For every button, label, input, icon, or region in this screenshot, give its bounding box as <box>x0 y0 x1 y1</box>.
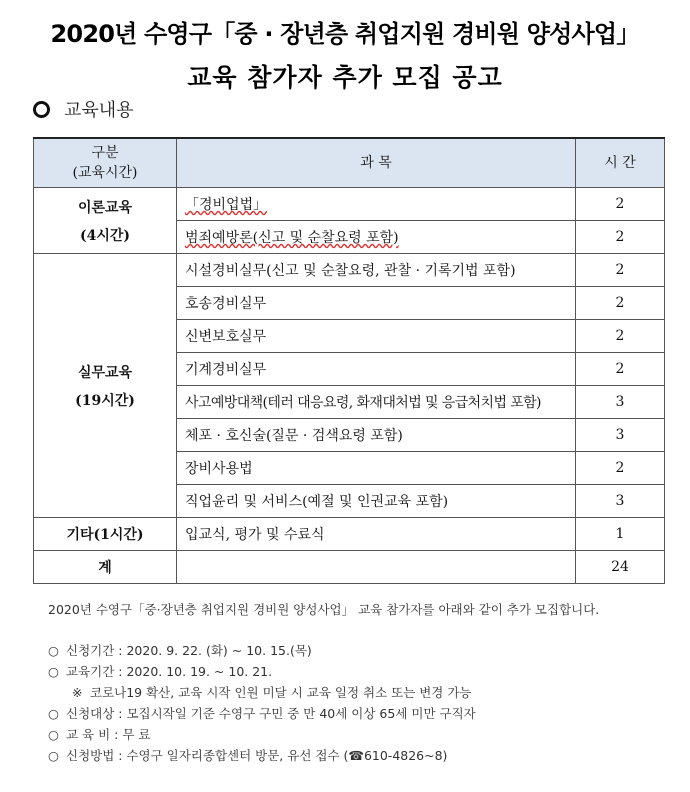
table-row <box>34 518 665 551</box>
list-item <box>48 724 599 745</box>
group-practical <box>34 254 177 518</box>
reference-mark-icon: ※ <box>72 685 83 700</box>
subject-cell: 직업윤리 및 서비스(예절 및 인권교육 포함) <box>177 485 576 518</box>
subject-cell <box>177 386 576 419</box>
subject-cell: 체포 · 호신술(질문 · 검색요령 포함) <box>177 419 576 452</box>
group-theory <box>34 188 177 254</box>
circle-bullet-icon: ○ <box>48 643 59 658</box>
group-etc: 기타(1시간) <box>34 518 177 551</box>
item-text: 신청대상 : 모집시작일 기준 수영구 구민 중 만 40세 이상 65세 미만 구직자 <box>66 706 476 721</box>
item-text: 신청기간 : 2020. 9. 22. (화) ~ 10. 15.(목) <box>66 643 312 658</box>
hours-cell: 2 <box>576 221 665 254</box>
list-item-note <box>48 682 599 703</box>
total-label: 계 <box>34 551 177 584</box>
subject-cell: 시설경비실무(신고 및 순찰요령, 관찰 · 기록기법 포함) <box>177 254 576 287</box>
hours-cell: 2 <box>576 452 665 485</box>
group-time: (4시간) <box>79 227 131 244</box>
circle-bullet-icon <box>33 101 50 118</box>
subject-cell: 장비사용법 <box>177 452 576 485</box>
circle-bullet-icon: ○ <box>48 664 59 679</box>
item-text: 신청방법 : 수영구 일자리종합센터 방문, 유선 접수 (☎610-4826~8) <box>66 748 448 763</box>
table-row <box>34 188 665 221</box>
subject-cell: 기계경비실무 <box>177 353 576 386</box>
subject-text: 범죄예방론(신고 및 순찰요령 포함) <box>185 230 399 246</box>
table-row <box>34 254 665 287</box>
item-text: 교육기간 : 2020. 10. 19. ~ 10. 21. <box>66 664 273 679</box>
group-time: (19시간) <box>75 392 135 409</box>
subject-cell <box>177 221 576 254</box>
circle-bullet-icon: ○ <box>48 706 59 721</box>
subject-cell: 신변보호실무 <box>177 320 576 353</box>
total-empty-cell <box>177 551 576 584</box>
total-hours: 24 <box>576 551 665 584</box>
circle-bullet-icon: ○ <box>48 727 59 742</box>
header-subject: 과 목 <box>177 138 576 188</box>
hours-cell: 3 <box>576 386 665 419</box>
circle-bullet-icon: ○ <box>48 748 59 763</box>
notice-title-line2: 교육 참가자 추가 모집 공고 <box>187 63 503 92</box>
total-row <box>34 551 665 584</box>
notice-title-line1: 2020년 수영구「중 · 장년층 취업지원 경비원 양성사업」 <box>50 20 640 48</box>
section-heading <box>33 96 134 122</box>
notice-intro: 2020년 수영구「중·장년층 취업지원 경비원 양성사업」 교육 참가자를 아래와 같이 추가 모집합니다. <box>48 602 600 617</box>
subject-cell: 호송경비실무 <box>177 287 576 320</box>
list-item <box>48 745 599 766</box>
header-hours: 시 간 <box>576 138 665 188</box>
subject-text: 「경비업법」 <box>185 197 268 213</box>
hours-cell: 2 <box>576 254 665 287</box>
header-category: 구분 (교육시간) <box>34 138 177 188</box>
group-name: 실무교육 <box>77 364 133 381</box>
subject-text: 사고예방대책(테러 대응요령, 화재대처법 및 응급처치법 포함) <box>185 395 541 411</box>
table-header-row <box>34 138 665 188</box>
hours-cell: 2 <box>576 353 665 386</box>
subject-cell: 입교식, 평가 및 수료식 <box>177 518 576 551</box>
section-label: 교육내용 <box>64 100 134 121</box>
list-item <box>48 703 599 724</box>
list-item <box>48 661 599 682</box>
item-text: 교 육 비 : 무 료 <box>66 727 151 742</box>
hours-cell: 3 <box>576 419 665 452</box>
hours-cell: 2 <box>576 188 665 221</box>
hours-cell: 3 <box>576 485 665 518</box>
notice-details <box>48 600 599 766</box>
subject-cell <box>177 188 576 221</box>
list-item <box>48 640 599 661</box>
hours-cell: 2 <box>576 287 665 320</box>
curriculum-table <box>33 137 665 584</box>
hours-cell: 1 <box>576 518 665 551</box>
hours-cell: 2 <box>576 320 665 353</box>
item-text: 코로나19 확산, 교육 시작 인원 미달 시 교육 일정 취소 또는 변경 가능 <box>90 685 472 700</box>
group-name: 이론교육 <box>77 199 133 216</box>
